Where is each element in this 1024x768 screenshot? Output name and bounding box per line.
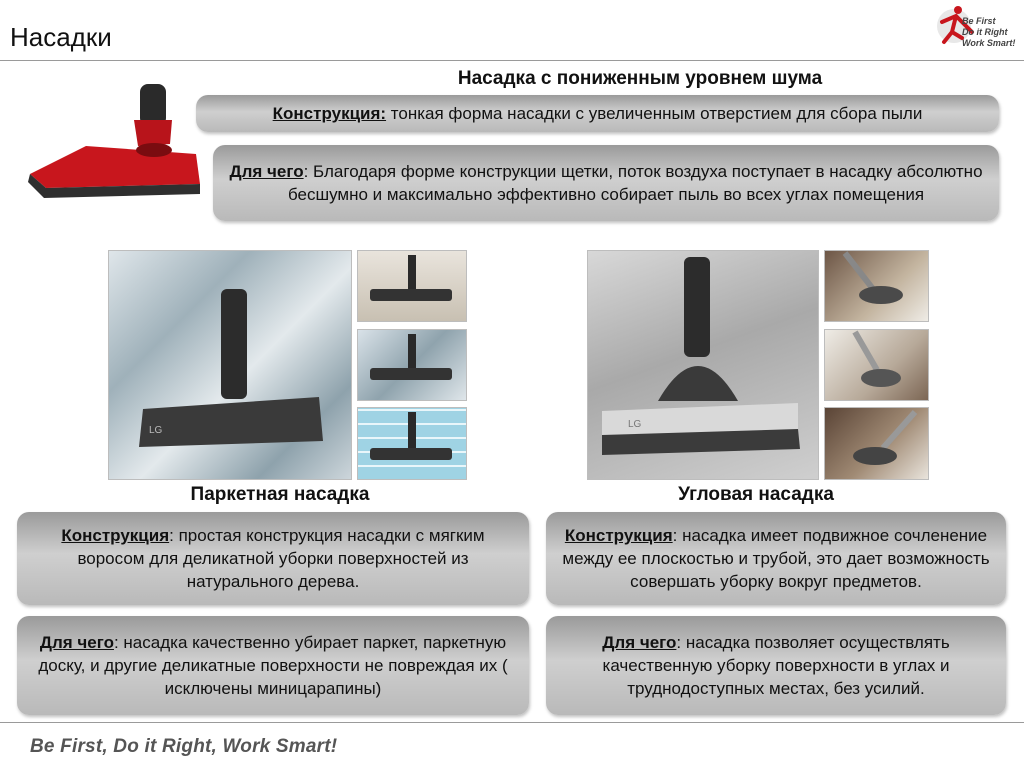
corner-thumb-1	[825, 251, 928, 321]
purpose-text: : насадка позволяет осуществлять качественную уборку поверхности в углах и труднодоступных местах, без усилий.	[602, 633, 950, 698]
parquet-construction-box	[17, 512, 529, 605]
construction-text: : насадка имеет подвижное сочленение между ее плоскостью и трубой, это дает возможность совершать уборку вокруг предметов.	[562, 526, 990, 591]
parquet-thumb-3	[358, 408, 466, 479]
parquet-heading: Паркетная насадка	[190, 484, 370, 505]
low-noise-purpose-box	[213, 145, 999, 221]
purpose-key: Для чего	[602, 633, 677, 652]
corner-thumb-2	[825, 330, 928, 400]
corner-purpose-box	[546, 616, 1006, 715]
purpose-key: Для чего	[39, 633, 114, 652]
construction-key: Конструкция:	[272, 104, 387, 123]
corner-thumb-3	[825, 408, 928, 479]
parquet-nozzle-main-photo	[109, 251, 351, 479]
logo-line-1: Be First	[962, 16, 996, 26]
corner-nozzle-main-photo	[588, 251, 818, 479]
header-divider	[0, 60, 1024, 61]
low-noise-heading: Насадка с пониженным уровнем шума	[457, 68, 823, 89]
corner-construction-box	[546, 512, 1006, 605]
purpose-text: : насадка качественно убирает паркет, паркетную доску, и другие деликатные поверхности не повреждая их ( исключены миницарапины)	[38, 633, 508, 698]
logo-line-2: Do it Right	[962, 27, 1008, 37]
brand-mark-corner: LG	[628, 419, 642, 430]
purpose-text: : Благодаря форме конструкции щетки, поток воздуха поступает в насадку абсолютно бесшумно и максимально эффективно собирает пыль во всех углах помещения	[287, 162, 983, 204]
parquet-thumb-1	[358, 251, 466, 321]
brand-mark-parquet: LG	[149, 425, 163, 436]
construction-text: тонкая форма насадки с увеличенным отверстием для сбора пыли	[386, 104, 923, 123]
parquet-purpose-box	[17, 616, 529, 715]
page-title: Насадки	[10, 22, 112, 52]
construction-key: Конструкция	[61, 526, 170, 545]
footer-divider	[0, 722, 1024, 723]
parquet-thumb-2	[358, 330, 466, 400]
purpose-key: Для чего	[229, 162, 304, 181]
construction-key: Конструкция	[564, 526, 673, 545]
construction-text: : простая конструкция насадки с мягким воросом для деликатной уборки поверхностей из натурального дерева.	[77, 526, 485, 591]
footer-slogan: Be First, Do it Right, Work Smart!	[30, 736, 338, 757]
logo-line-3: Work Smart!	[962, 38, 1016, 48]
low-noise-construction-box	[196, 95, 999, 132]
low-noise-nozzle-photo	[26, 84, 202, 204]
company-logo	[936, 2, 1022, 56]
corner-heading: Угловая насадка	[678, 484, 834, 505]
